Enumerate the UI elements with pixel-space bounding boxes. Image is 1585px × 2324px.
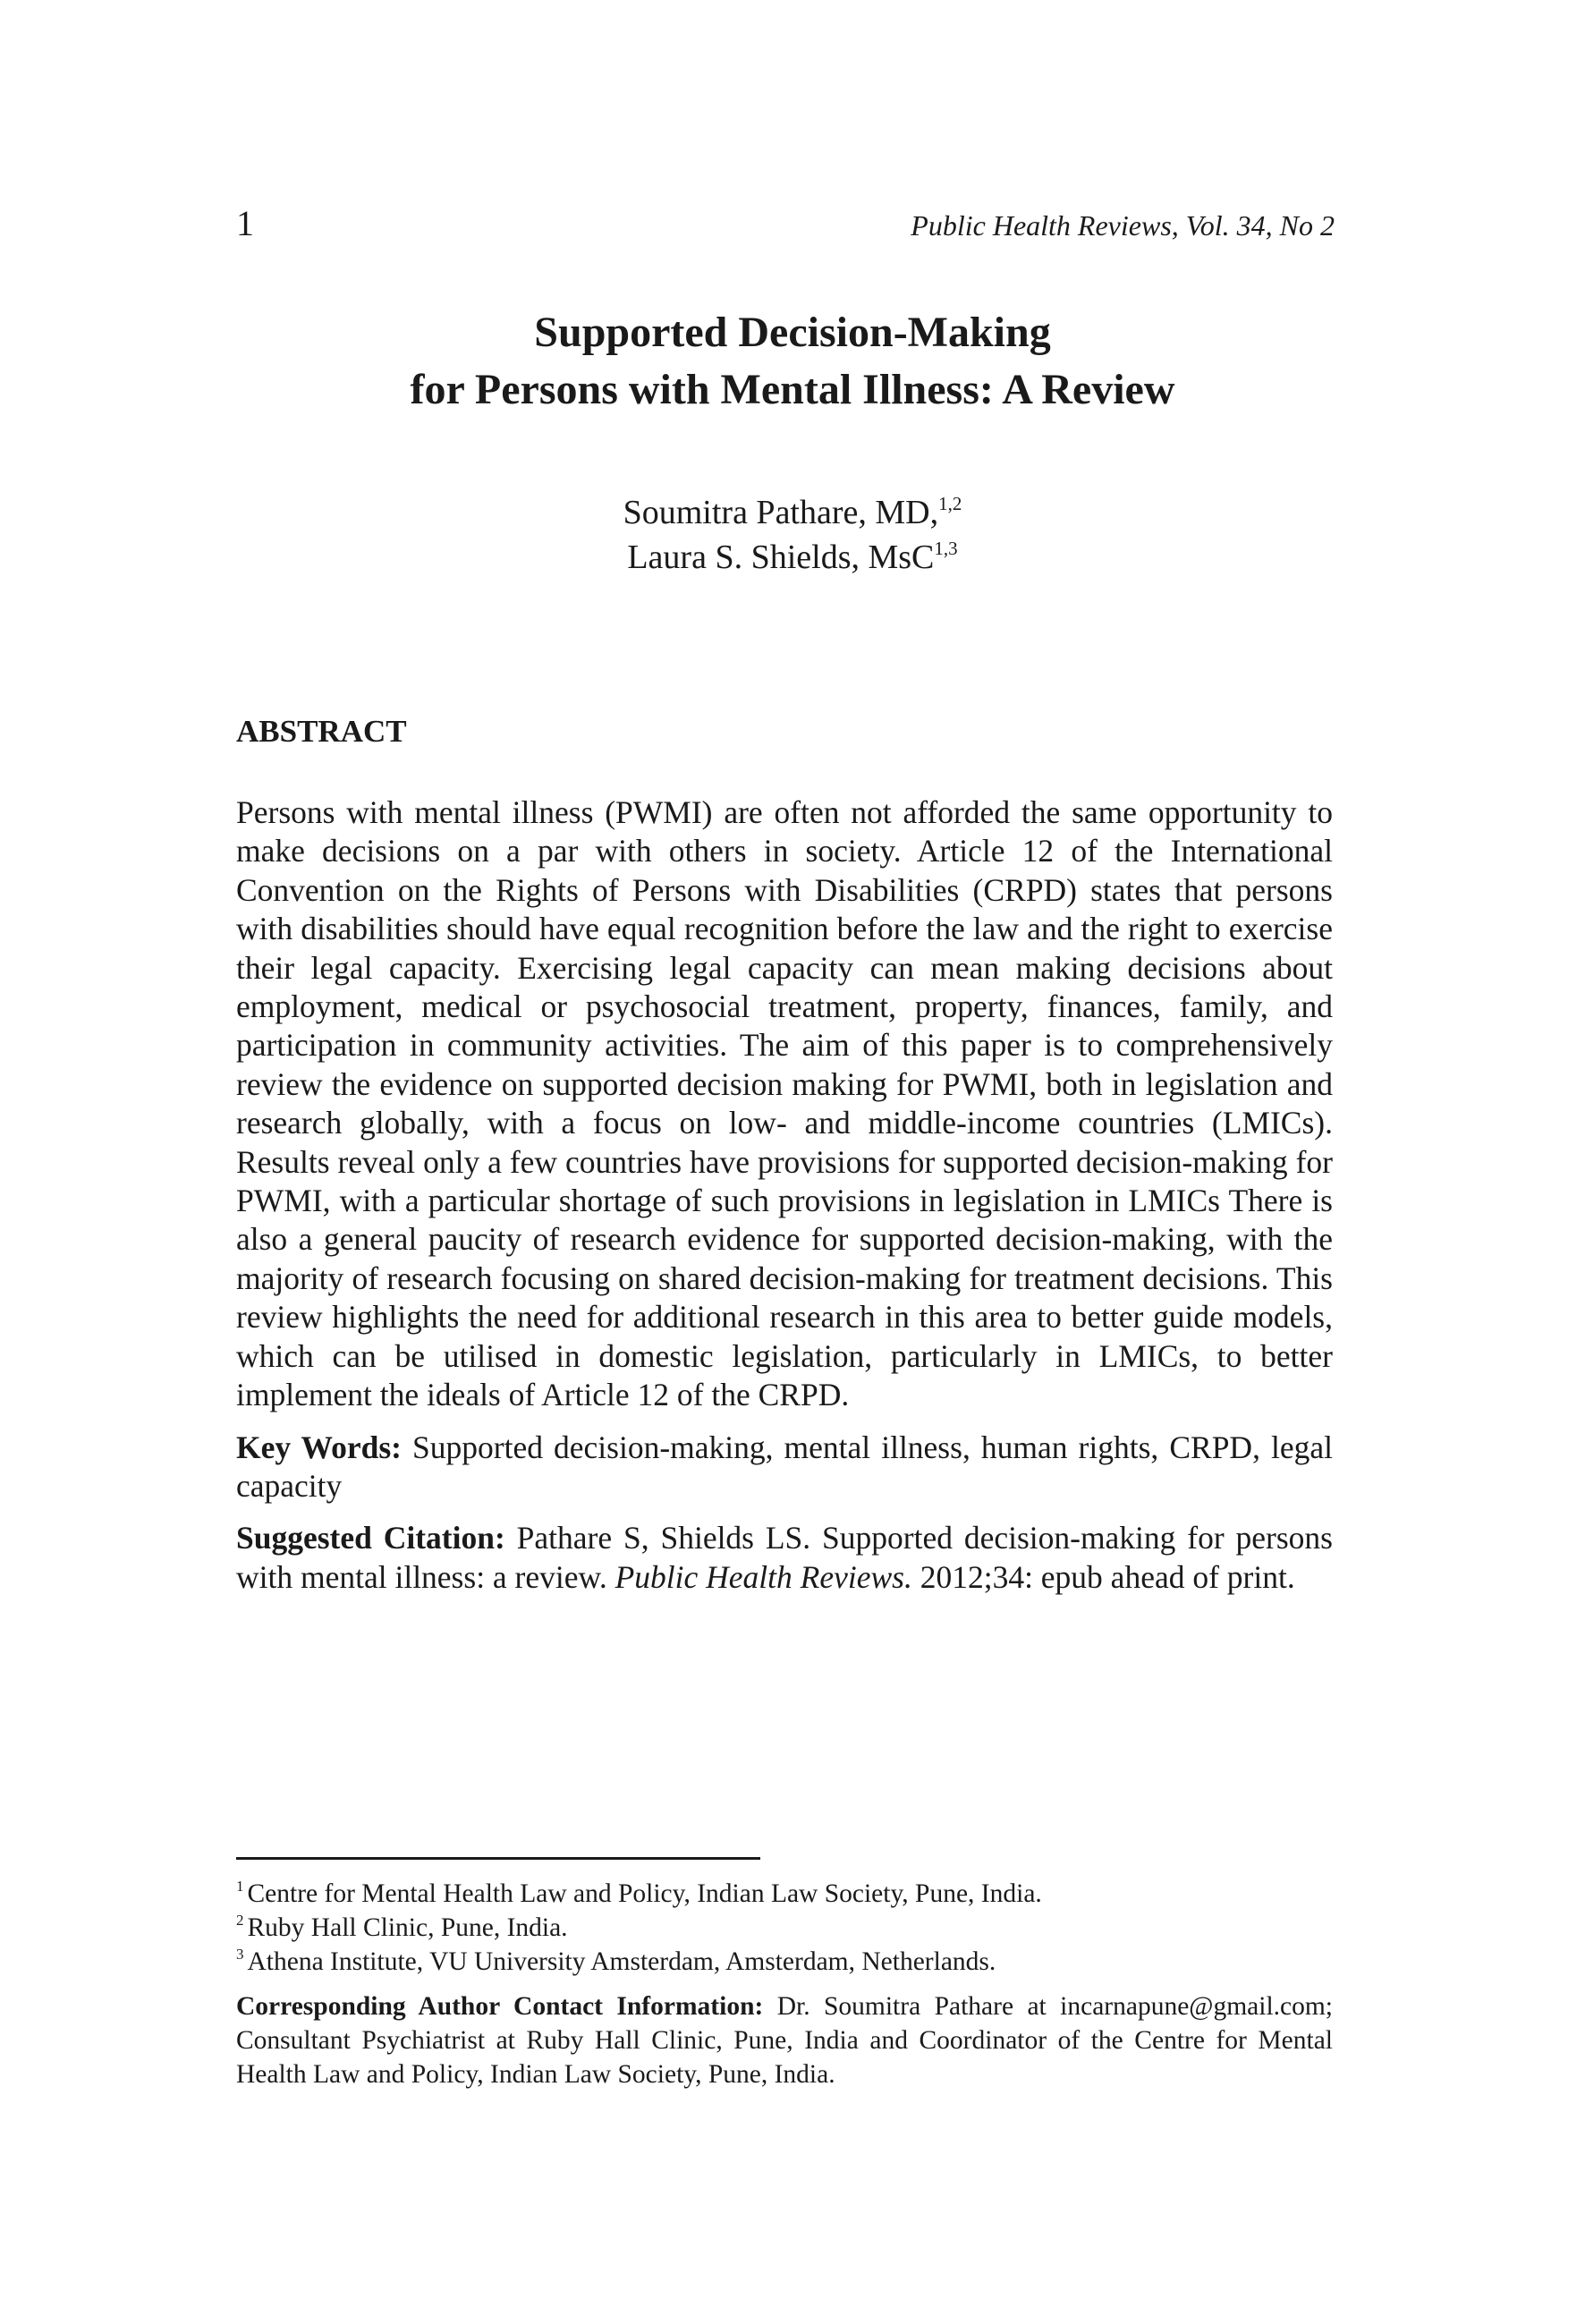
running-head: Public Health Reviews, Vol. 34, No 2 xyxy=(911,209,1335,242)
footnote-3 xyxy=(236,1945,1333,1979)
footnote-mark: 2 xyxy=(236,1912,244,1929)
citation-details: 2012;34: epub ahead of print. xyxy=(920,1558,1295,1595)
abstract-heading: ABSTRACT xyxy=(236,714,407,749)
paper-title xyxy=(0,304,1585,419)
author-1 xyxy=(0,490,1585,535)
citation-label: Suggested Citation: xyxy=(236,1520,505,1556)
contact-text: Dr. Soumitra Pathare at incarnapune@gmail.com; Consultant Psychiatrist at Ruby Hall Clinic, Pune, India and Coordinator of the Centre for Mental Health Law and Policy, Indian Law Society, Pune, India. xyxy=(236,1992,1334,2089)
title-line-2: for Persons with Mental Illness: A Review xyxy=(410,366,1175,413)
footnote-1 xyxy=(236,1877,1333,1911)
footnote-text: Athena Institute, VU University Amsterdam, Amsterdam, Netherlands. xyxy=(247,1947,996,1976)
corresponding-author-info xyxy=(236,1989,1333,2091)
footnote-text: Centre for Mental Health Law and Policy, Indian Law Society, Pune, India. xyxy=(247,1879,1042,1908)
author-affiliation-marks: 1,3 xyxy=(934,538,958,559)
footnote-divider xyxy=(236,1857,760,1860)
title-line-1: Supported Decision-Making xyxy=(534,309,1051,356)
author-affiliation-marks: 1,2 xyxy=(938,493,962,514)
author-name: Laura S. Shields, MsC xyxy=(627,539,935,576)
author-list xyxy=(0,490,1585,580)
footnote-2 xyxy=(236,1911,1333,1945)
keywords-label: Key Words: xyxy=(236,1429,402,1465)
contact-label: Corresponding Author Contact Information: xyxy=(236,1992,764,2021)
footnotes xyxy=(236,1877,1333,2091)
keywords-text: Supported decision-making, mental illness, human rights, CRPD, legal capacity xyxy=(236,1429,1333,1504)
footnote-mark: 1 xyxy=(236,1878,244,1895)
footnote-mark: 3 xyxy=(236,1946,244,1963)
abstract-section xyxy=(236,712,1333,1597)
author-name: Soumitra Pathare, MD, xyxy=(623,494,939,531)
citation-text: Pathare S, Shields LS. Supported decision-making for persons with mental illness: a review. xyxy=(236,1520,1333,1595)
suggested-citation xyxy=(236,1519,1333,1597)
page-number: 1 xyxy=(236,203,254,243)
footnote-text: Ruby Hall Clinic, Pune, India. xyxy=(247,1913,568,1942)
citation-journal: Public Health Reviews. xyxy=(615,1558,912,1595)
abstract-body: Persons with mental illness (PWMI) are often not afforded the same opportunity to make decisions on a par with others in society. Article 12 of the International Convention on the Rights of Persons with Disabilities (CRPD) states that persons with disabilities should have equal recognition before the law and the right to exercise their legal capacity. Exercising legal capacity can mean making decisions about employment, medical or psychosocial treatment, property, finances, family, and participation in community activities. The aim of this paper is to comprehensively review the evidence on supported decision making for PWMI, both in legislation and research globally, with a focus on low- and middle-income countries (LMICs). Results reveal only a few countries have provisions for supported decision-making for PWMI, with a particular shortage of such provisions in legislation in LMICs There is also a general paucity of research evidence for supported decision-making, with the majority of research focusing on shared decision-making for treatment decisions. This review highlights the need for additional research in this area to better guide models, which can be utilised in domestic legislation, particularly in LMICs, to better implement the ideals of Article 12 of the CRPD. xyxy=(236,794,1333,1413)
keywords xyxy=(236,1429,1333,1506)
author-2 xyxy=(0,535,1585,580)
